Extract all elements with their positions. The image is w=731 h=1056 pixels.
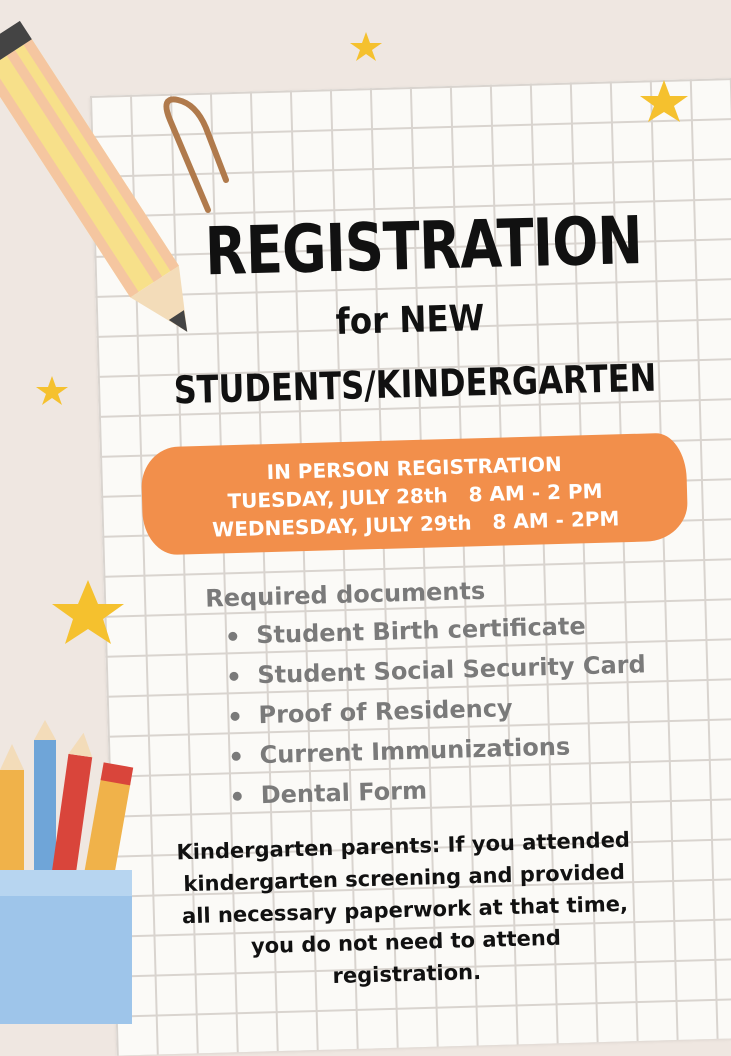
pencil-cup-icon <box>0 720 133 1024</box>
list-item: Current Immunizations <box>259 723 680 775</box>
list-item: Proof of Residency <box>258 683 679 735</box>
subtitle-for-new: for NEW <box>335 298 485 343</box>
banner-line-2: TUESDAY, JULY 28th 8 AM - 2 PM <box>227 478 603 514</box>
star-icon <box>36 376 68 405</box>
paperclip-icon <box>166 99 226 210</box>
banner-line-1: IN PERSON REGISTRATION <box>266 451 563 485</box>
note-line-2: kindergarten screening and provided <box>183 859 626 897</box>
required-documents <box>205 571 681 816</box>
list-item: Student Birth certificate <box>256 603 677 655</box>
pencil-icon <box>0 21 212 348</box>
banner-text <box>139 446 691 545</box>
note-line-3: all necessary paperwork at that time, <box>181 891 629 929</box>
list-item: Student Social Security Card <box>257 643 678 695</box>
list-item: Dental Form <box>260 763 681 815</box>
documents-list <box>206 603 681 816</box>
star-icon <box>640 80 688 122</box>
note-line-5: registration. <box>332 959 482 989</box>
note-line-4: you do not need to attend <box>250 925 562 959</box>
kindergarten-note <box>158 823 652 997</box>
star-icon <box>52 580 124 644</box>
banner-line-3: WEDNESDAY, JULY 29th 8 AM - 2PM <box>211 506 620 542</box>
note-line-1: Kindergarten parents: If you attended <box>176 827 631 865</box>
page-title: REGISTRATION <box>204 201 643 291</box>
subtitle-students-kindergarten: STUDENTS/KINDERGARTEN <box>173 355 657 413</box>
documents-heading: Required documents <box>204 576 486 613</box>
star-icon <box>350 32 382 61</box>
